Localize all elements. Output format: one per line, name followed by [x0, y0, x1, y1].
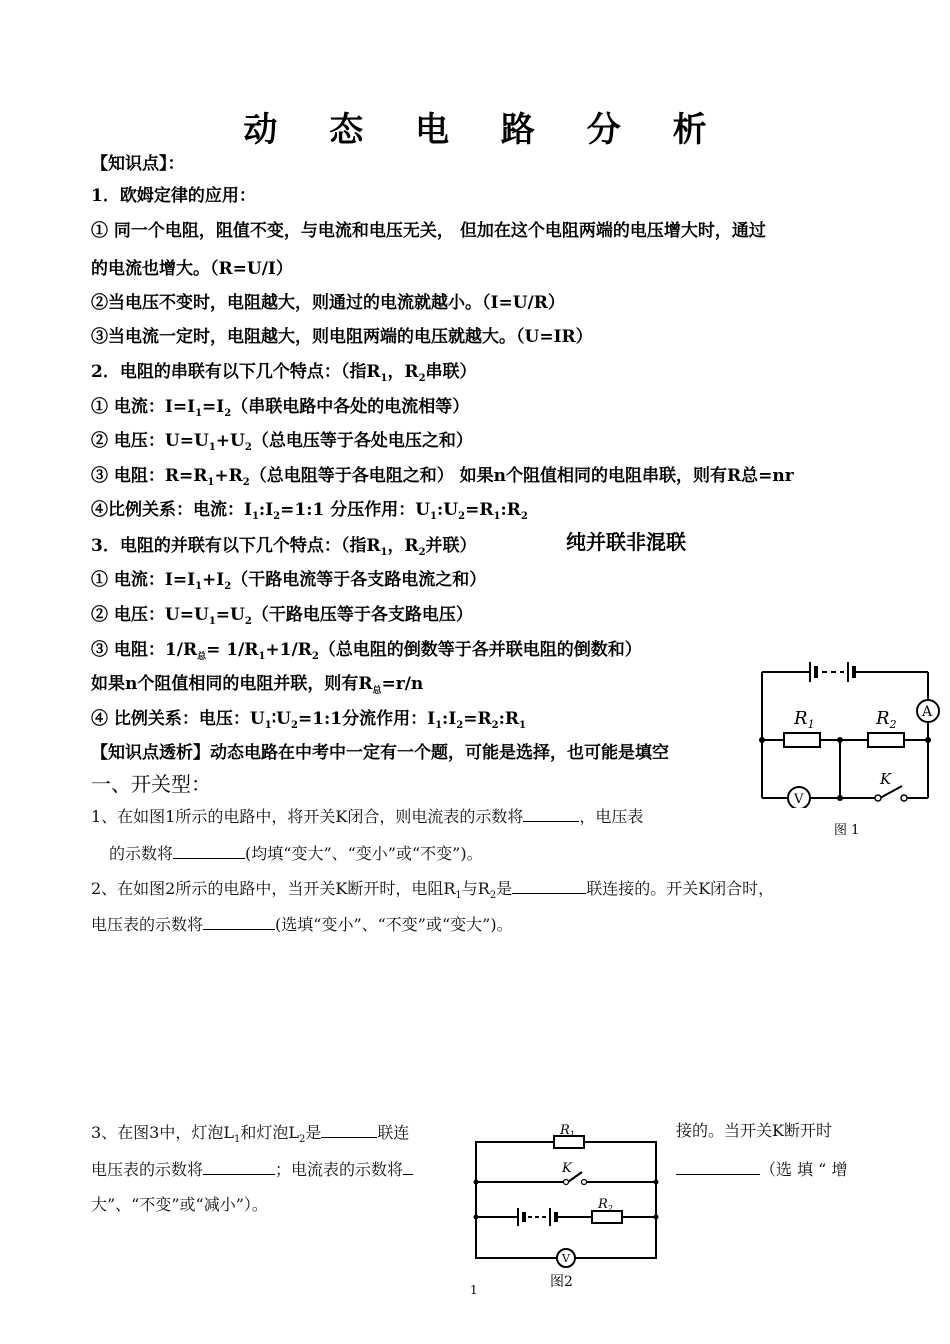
- fig2-switch-label: K: [562, 1161, 572, 1176]
- parallel-voltage: ② 电压：$U=U_1=U_2$（干路电压等于各支路电压）: [91, 605, 473, 627]
- parallel-extra: 如果n个阻值相同的电阻并联，则有$R_总=r/n$: [91, 674, 424, 696]
- insight-line: 【知识点透析】动态电路在中考中一定有一个题，可能是选择，也可能是填空: [91, 743, 669, 763]
- question-2-line-2: 电压表的示数将 (选填“变小”、“不变”或“变大”)。: [91, 915, 513, 934]
- page-title: 动 态 电 路 分 析: [243, 110, 727, 150]
- figure-1-circuit: [752, 658, 948, 808]
- fig1-switch-label: K: [880, 770, 892, 788]
- answer-blank[interactable]: [512, 877, 586, 894]
- parallel-current: ① 电流：$I=I_1+I_2$（干路电流等于各支路电流之和）: [91, 570, 487, 592]
- question-3-line-3: 大”、“不变”或“减小”）。: [91, 1195, 268, 1214]
- fig2-r1-label: $R_1$: [560, 1123, 575, 1139]
- answer-blank[interactable]: [173, 842, 245, 859]
- question-3-line-2: 电压表的示数将 ；电流表的示数将: [91, 1158, 413, 1180]
- ohm-law-item-1a: ① 同一个电阻，阻值不变，与电流和电压无关， 但加在这个电阻两端的电压增大时，通过: [91, 221, 766, 241]
- question-1-line-1: 1、在如图1所示的电路中，将开关K闭合，则电流表的示数将 ，电压表: [91, 807, 644, 826]
- ohm-law-item-2: ②当电压不变时，电阻越大，则通过的电流就越小。（I=U/R）: [91, 293, 565, 313]
- parallel-ratio: ④ 比例关系：电压：$U_1∶U_2=1:1$分流作用：$I_1:I_2=R_2:R_1$: [91, 709, 526, 731]
- figure-1-caption: 图 1: [834, 823, 860, 838]
- page-number: 1: [470, 1283, 478, 1297]
- series-voltage: ② 电压：$U=U_1+U_2$（总电压等于各处电压之和）: [91, 431, 473, 453]
- fig1-r1-label: $R_1$: [794, 708, 815, 731]
- series-current: ① 电流：$I=I_1=I_2$（串联电路中各处的电流相等）: [91, 397, 470, 419]
- answer-blank[interactable]: [523, 805, 579, 822]
- section-label: 【知识点】：: [91, 154, 185, 174]
- fig2-r2-label: $R_2$: [598, 1197, 613, 1213]
- fig1-r2-label: $R_2$: [876, 708, 897, 731]
- ohm-law-heading: 1．欧姆定律的应用：: [91, 186, 256, 206]
- parallel-note: 纯并联非混联: [566, 530, 686, 554]
- answer-blank[interactable]: [321, 1121, 377, 1138]
- question-3-line-1: 3、在图3中，灯泡$L_1$和灯泡$L_2$是 联连: [91, 1123, 410, 1145]
- question-1-line-2: 的示数将 (均填“变大”、“变小”或“不变”)。: [109, 844, 483, 863]
- series-resistance: ③ 电阻：$R=R_1+R_2$（总电阻等于各电阻之和） 如果n个阻值相同的电阻串联，则有R总=nr: [91, 466, 794, 488]
- ohm-law-item-1b: 的电流也增大。（R=U/I）: [91, 259, 293, 279]
- question-2-line-1: 2、在如图2所示的电路中，当开关K断开时，电阻$R_1$与$R_2$是 联连接的。开关K闭合时，: [91, 879, 775, 901]
- parallel-resistance: ③ 电阻：$1/R_总= 1/R_1+1/R_2$（总电阻的倒数等于各并联电阻的倒数和）: [91, 640, 642, 662]
- parallel-heading: 3．电阻的并联有以下几个特点：（指$R_1$，$R_2$并联）: [91, 536, 477, 558]
- answer-blank[interactable]: [676, 1158, 760, 1175]
- question-3-line-1-cont: 接的。当开关K断开时: [676, 1121, 832, 1140]
- figure-2-caption: 图2: [550, 1274, 573, 1290]
- answer-blank[interactable]: [203, 1158, 275, 1175]
- answer-blank[interactable]: [403, 1158, 413, 1175]
- series-ratio: ④比例关系：电流：$I_1:I_2=1:1$ 分压作用：$U_1:U_2=R_1:R_2$: [91, 500, 528, 522]
- fig2-voltmeter-symbol: V: [562, 1252, 570, 1265]
- ohm-law-item-3: ③当电流一定时，电阻越大，则电阻两端的电压就越大。（U=IR）: [91, 327, 593, 347]
- ammeter-symbol: A: [922, 704, 933, 720]
- voltmeter-symbol: V: [794, 792, 804, 807]
- question-3-line-2-cont: （选 填 “ 增: [676, 1158, 847, 1180]
- figure-2-circuit: [470, 1120, 666, 1270]
- answer-blank[interactable]: [203, 913, 275, 930]
- series-heading: 2．电阻的串联有以下几个特点：（指$R_1$，$R_2$串联）: [91, 362, 477, 384]
- part-one-heading: 一、开关型：: [91, 772, 211, 796]
